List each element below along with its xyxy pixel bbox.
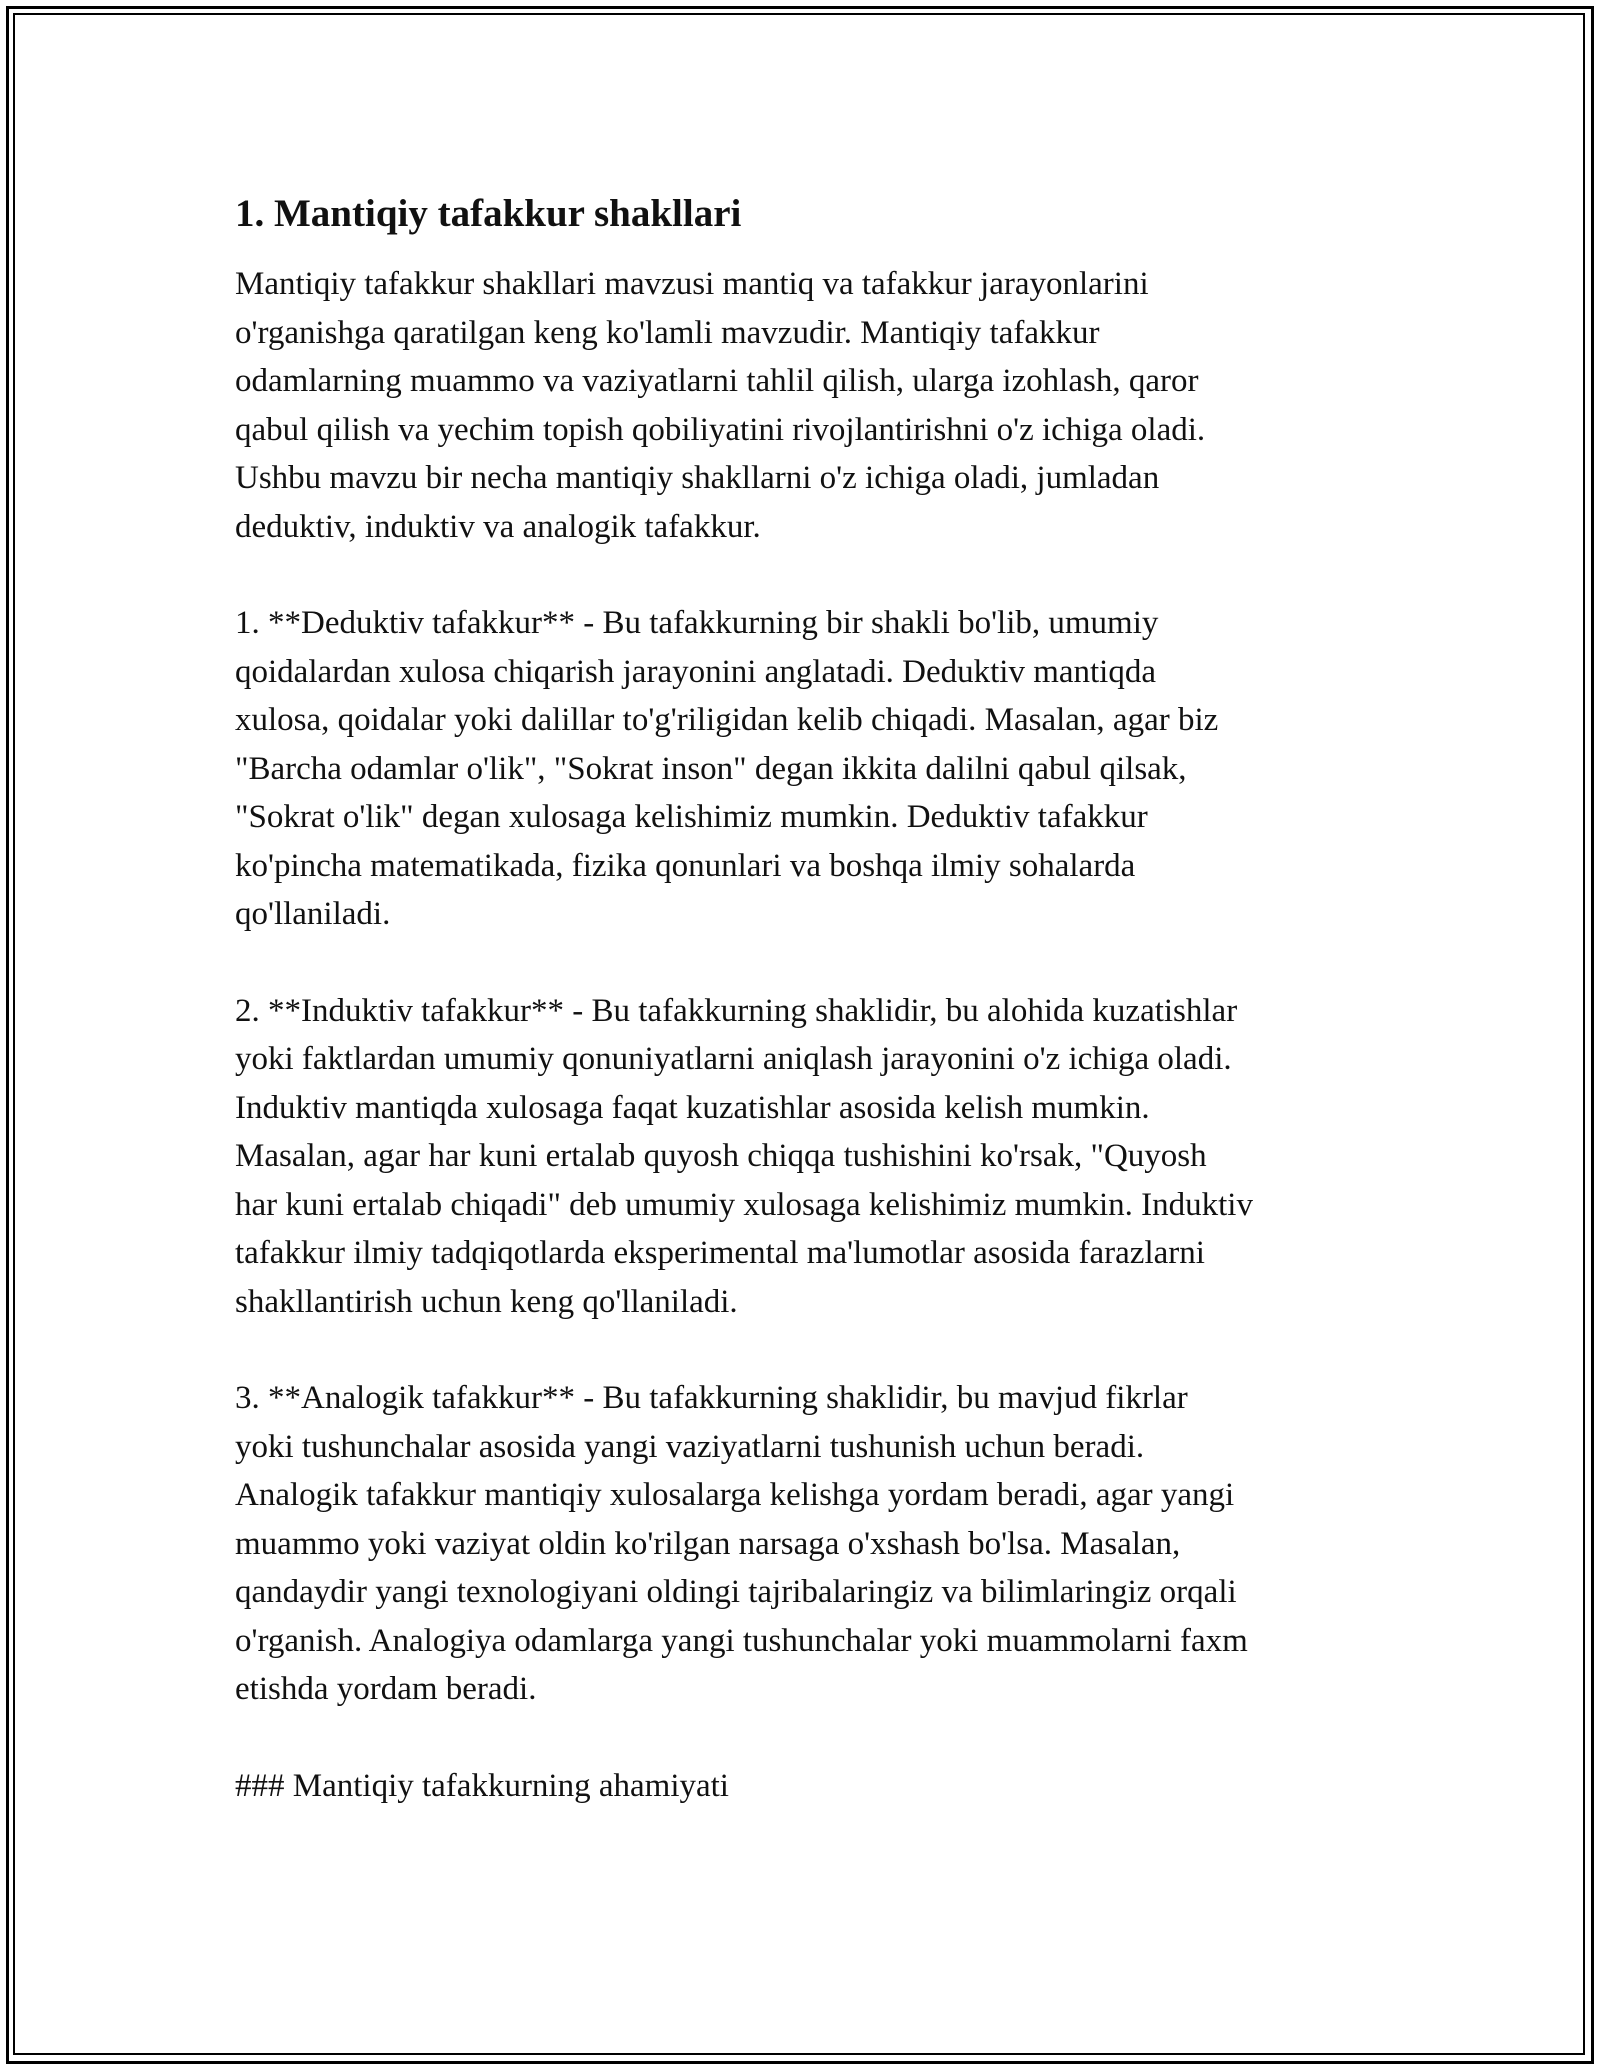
paragraph-inductive: 2. **Induktiv tafakkur** - Bu tafakkurning shaklidir, bu alohida kuzatishlar yoki faktlardan umumiy qonuniyatlarni aniqlash jarayonini o'z ichiga oladi. Induktiv mantiqda xulosaga faqat kuzatishlar asosida kelish mumkin. Masalan, agar har kuni ertalab quyosh chiqqa tushishini ko'rsak, "Quyosh har kuni ertalab chiqadi" deb umumiy xulosaga kelishimiz mumkin. Induktiv tafakkur ilmiy tadqiqotlarda eksperimental ma'lumotlar asosida farazlarni shakllantirish uchun keng qo'llaniladi. [235,992,1253,1320]
document-title: 1. Mantiqiy tafakkur shakllari [235,192,742,235]
paragraph-intro: Mantiqiy tafakkur shakllari mavzusi mantiq va tafakkur jarayonlarini o'rganishga qaratilgan keng ko'lamli mavzudir. Mantiqiy tafakkur odamlarning muammo va vaziyatlarni tahlil qilish, ularga izohlash, qaror qabul qilish va yechim topish qobiliyatini rivojlantirishni o'z ichiga oladi. Ushbu mavzu bir necha mantiqiy shakllarni o'z ichiga oladi, jumladan deduktiv, induktiv va analogik tafakkur. [235,266,1206,545]
document-body [235,186,1385,1810]
paragraph-analogical: 3. **Analogik tafakkur** - Bu tafakkurning shaklidir, bu mavjud fikrlar yoki tushunchalar asosida yangi vaziyatlarni tushunish uchun beradi. Analogik tafakkur mantiqiy xulosalarga kelishga yordam beradi, agar yangi muammo yoki vaziyat oldin ko'rilgan narsaga o'xshash bo'lsa. Masalan, qandaydir yangi texnologiyani oldingi tajribalaringiz va bilimlaringiz orqali o'rganish. Analogiya odamlarga yangi tushunchalar yoki muammolarni faxm etishda yordam beradi. [235,1380,1248,1707]
paragraph-deductive: 1. **Deduktiv tafakkur** - Bu tafakkurning bir shakli bo'lib, umumiy qoidalardan xulosa chiqarish jarayonini anglatadi. Deduktiv mantiqda xulosa, qoidalar yoki dalillar to'g'riligidan kelib chiqadi. Masalan, agar biz "Barcha odamlar o'lik", "Sokrat inson" degan ikkita dalilni qabul qilsak, "Sokrat o'lik" degan xulosaga kelishimiz mumkin. Deduktiv tafakkur ko'pincha matematikada, fizika qonunlari va boshqa ilmiy sohalarda qo'llaniladi. [235,605,1219,932]
section-subheading: ### Mantiqiy tafakkurning ahamiyati [235,1767,729,1804]
